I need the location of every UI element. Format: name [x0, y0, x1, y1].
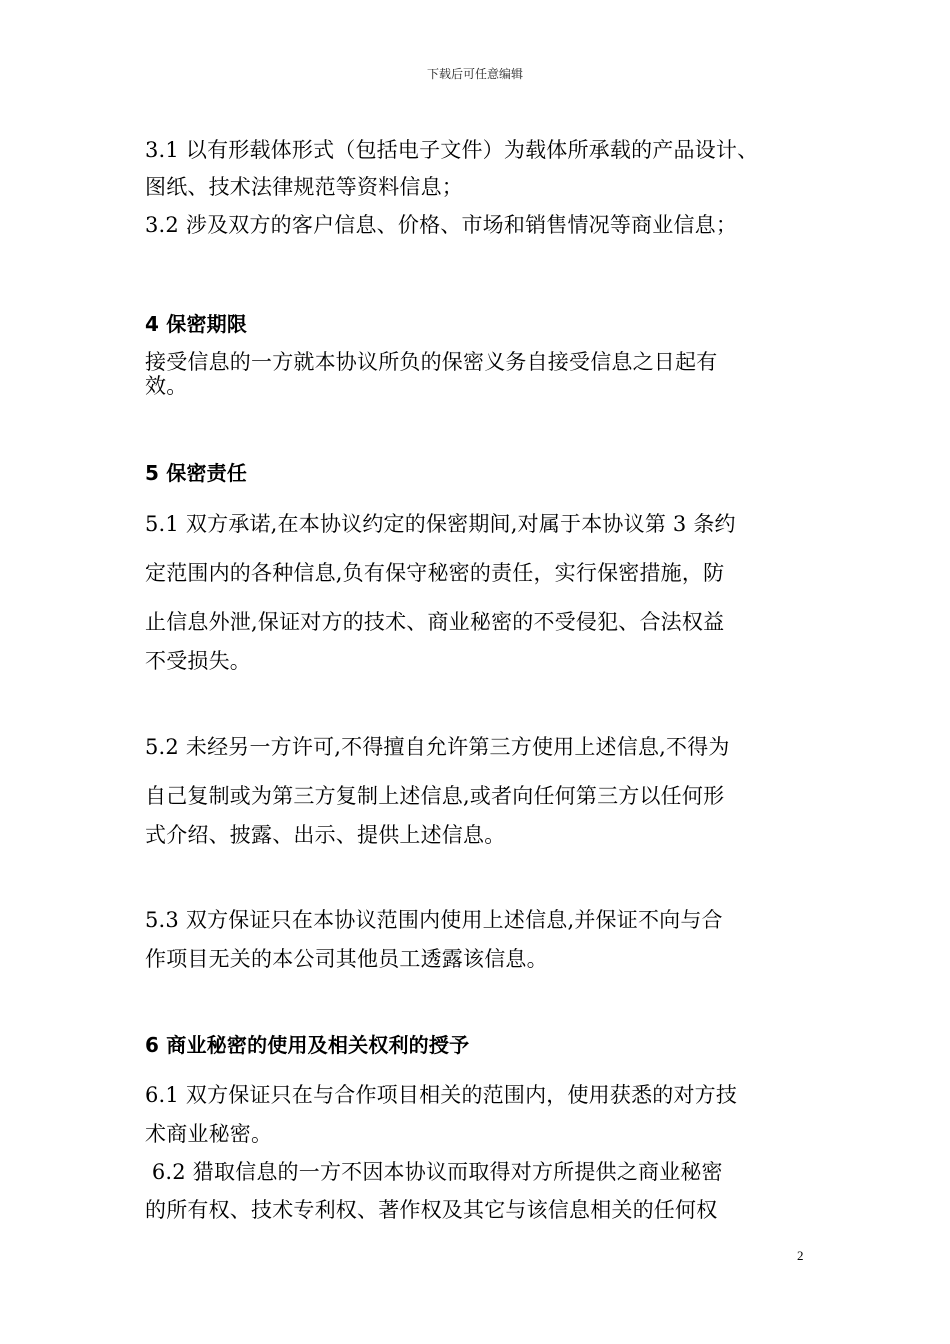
clause-5-3-line-1: 5.3 双方保证只在本协议范围内使用上述信息,并保证不向与合 [145, 908, 723, 932]
clause-6-2-line-2: 的所有权、技术专利权、著作权及其它与该信息相关的任何权 [145, 1198, 718, 1222]
clause-5-2-line-2: 自己复制或为第三方复制上述信息,或者向任何第三方以任何形 [145, 784, 725, 808]
clause-5-2-line-3: 式介绍、披露、出示、提供上述信息。 [145, 823, 506, 847]
clause-5-1-line-2: 定范围内的各种信息,负有保守秘密的责任，实行保密措施，防 [145, 561, 725, 585]
clause-5-1-line-4: 不受损失。 [145, 649, 251, 673]
section-4-line-1: 接受信息的一方就本协议所负的保密义务自接受信息之日起有 [145, 350, 718, 374]
clause-3-1-line-2: 图纸、技术法律规范等资料信息； [145, 175, 463, 199]
page-number: 2 [797, 1248, 804, 1263]
clause-5-3-line-2: 作项目无关的本公司其他员工透露该信息。 [145, 947, 548, 971]
section-6-heading: 6 商业秘密的使用及相关权利的授予 [145, 1033, 470, 1057]
clause-5-1-line-3: 止信息外泄,保证对方的技术、商业秘密的不受侵犯、合法权益 [145, 610, 725, 634]
clause-5-1-line-1: 5.1 双方承诺,在本协议约定的保密期间,对属于本协议第 3 条约 [145, 512, 736, 536]
clause-6-1-line-2: 术商业秘密。 [145, 1122, 273, 1146]
clause-3-1-line-1: 3.1 以有形载体形式（包括电子文件）为载体所承载的产品设计、 [145, 138, 759, 162]
clause-5-2-line-1: 5.2 未经另一方许可,不得擅自允许第三方使用上述信息,不得为 [145, 735, 730, 759]
section-5-heading: 5 保密责任 [145, 461, 248, 485]
clause-6-2-line-1: 6.2 猎取信息的一方不因本协议而取得对方所提供之商业秘密 [145, 1160, 723, 1184]
page-header: 下载后可任意编辑 [426, 67, 523, 81]
section-4-line-2: 效。 [145, 374, 188, 398]
clause-6-1-line-1: 6.1 双方保证只在与合作项目相关的范围内，使用获悉的对方技 [145, 1083, 738, 1107]
section-4-heading: 4 保密期限 [145, 312, 248, 336]
clause-3-2-line-1: 3.2 涉及双方的客户信息、价格、市场和销售情况等商业信息； [145, 213, 738, 237]
